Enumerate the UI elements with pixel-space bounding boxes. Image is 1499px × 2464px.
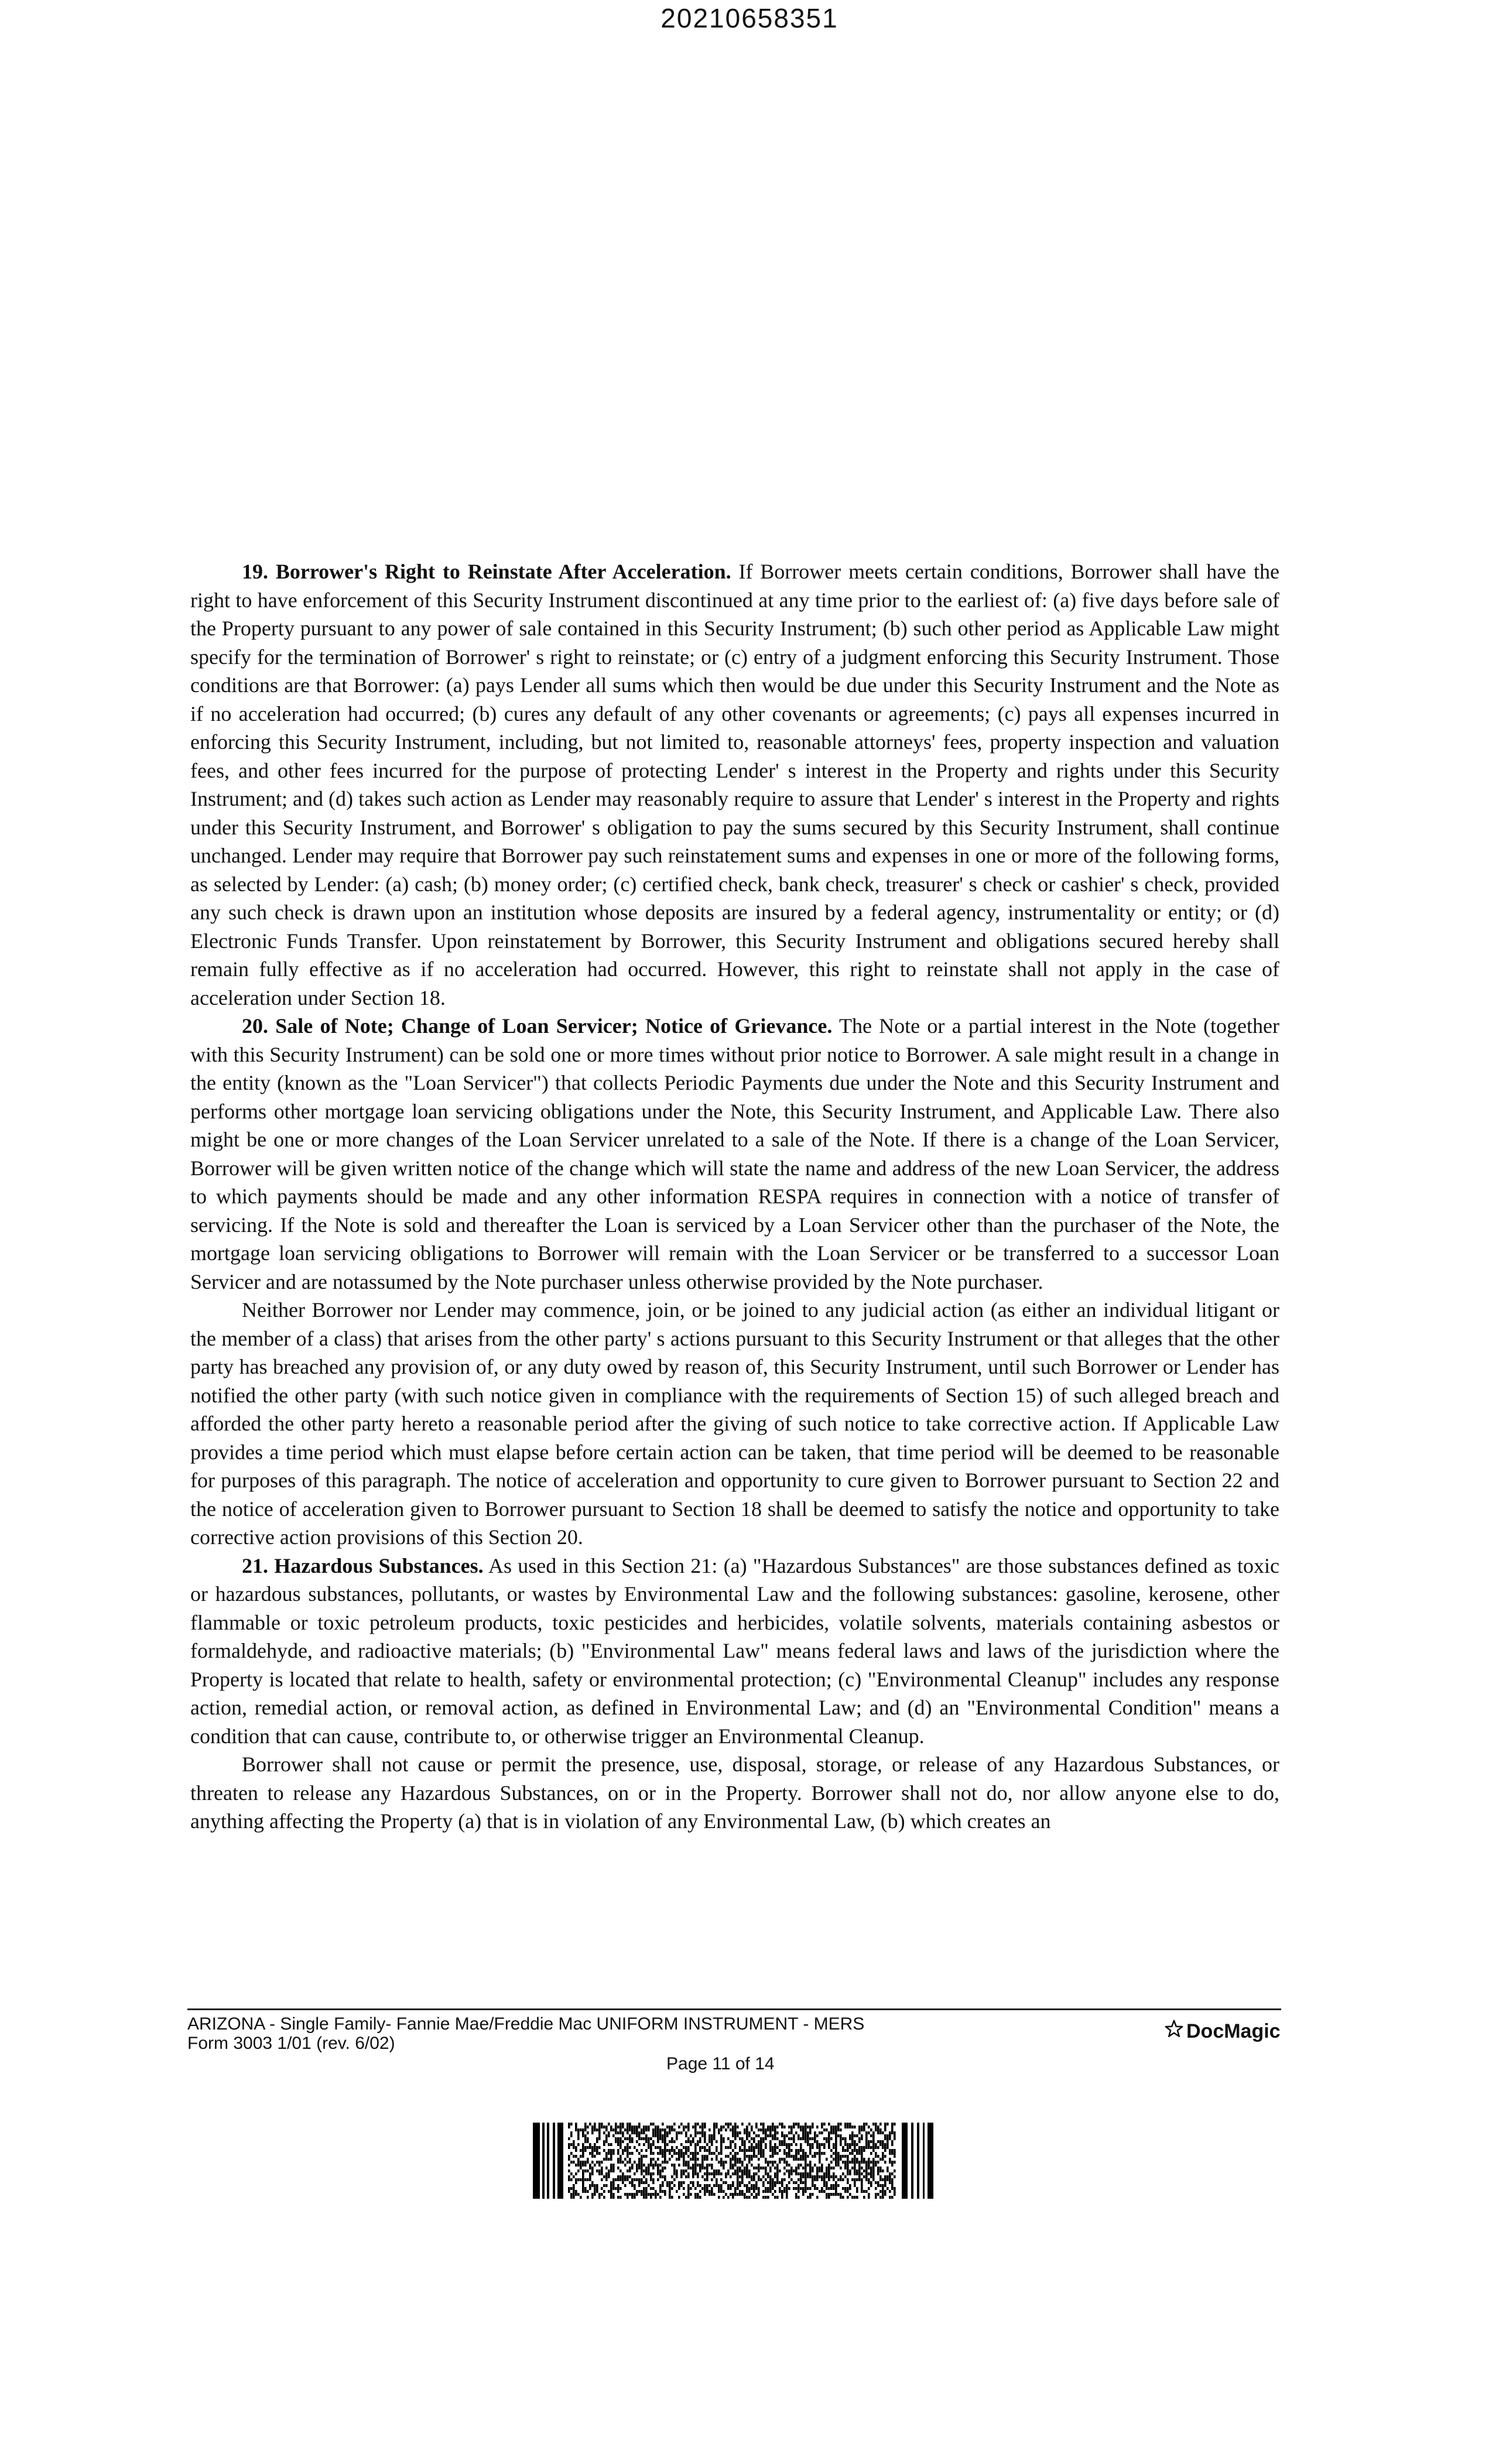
brand-name: DocMagic [1186, 2020, 1281, 2042]
page-number: Page 11 of 14 [666, 2054, 775, 2073]
section-21-body: As used in this Section 21: (a) "Hazardous Substances" are those substances defined as toxic or hazardous substances, pollutants, or wastes by Environmental Law and the following substances: gasoline, kerosene, other flammable or toxic petroleum products, toxic pesticides and herbicides, volatile solvents, materials containing asbestos or formaldehyde, and radioactive materials; (b) "Environmental Law" means federal laws and laws of the jurisdiction where the Property is located that relate to health, safety or environmental protection; (c) "Environmental Cleanup" includes any response action, remedial action, or removal action, as defined in Environmental Law; and (d) an "Environmental Condition" means a condition that can cause, contribute to, or otherwise trigger an Environmental Cleanup. [190, 1553, 1280, 1748]
section-21-title: Hazardous Substances. [274, 1553, 484, 1577]
section-20-paragraph-2: Neither Borrower nor Lender may commence, join, or be joined to any judicial action (as either an individual litigant or the member of a class) that arises from the other party' s actions pursuant to this Security Instrument or that alleges that the other party has breached any provision of, or any duty owed by reason of, this Security Instrument, until such Borrower or Lender has notified the other party (with such notice given in compliance with the requirements of Section 15) of such alleged breach and afforded the other party hereto a reasonable period after the giving of such notice to take corrective action. If Applicable Law provides a time period which must elapse before certain action can be taken, that time period will be deemed to be reasonable for purposes of this paragraph. The notice of acceleration and opportunity to cure given to Borrower pursuant to Section 22 and the notice of acceleration given to Borrower pursuant to Section 18 shall be deemed to satisfy the notice and opportunity to take corrective action provisions of this Section 20. [190, 1298, 1279, 1549]
docmagic-logo [1164, 2019, 1281, 2044]
barcode [533, 2123, 933, 2199]
recording-number: 20210658351 [660, 3, 839, 33]
footer-divider [187, 2008, 1281, 2010]
footer-form-line-2: Form 3003 1/01 (rev. 6/02) [187, 2034, 395, 2053]
section-20 [190, 1012, 1279, 1296]
section-21-paragraph-2: Borrower shall not cause or permit the presence, use, disposal, storage, or release of any Hazardous Substances, or threaten to release any Hazardous Substances, on or in the Property. Borrower shall not do, nor allow anyone else to do, anything affecting the Property (a) that is in violation of any Environmental Law, (b) which creates an [190, 1753, 1279, 1833]
section-20-body: The Note or a partial interest in the Note (together with this Security Instrument) can be sold one or more times without prior notice to Borrower. A sale might result in a change in the entity (known as the "Loan Servicer") that collects Periodic Payments due under the Note and this Security Instrument and performs other mortgage loan servicing obligations under the Note, this Security Instrument, and Applicable Law. There also might be one or more changes of the Loan Servicer unrelated to a sale of the Note. If there is a change of the Loan Servicer, Borrower will be given written notice of the change which will state the name and address of the new Loan Servicer, the address to which payments should be made and any other information RESPA requires in connection with a notice of transfer of servicing. If the Note is sold and thereafter the Loan is serviced by a Loan Servicer other than the purchaser of the Note, the mortgage loan servicing obligations to Borrower will remain with the Loan Servicer or be transferred to a successor Loan Servicer and are notassumed by the Note purchaser unless otherwise provided by the Note purchaser. [190, 1014, 1279, 1293]
star-icon [1164, 2019, 1184, 2044]
section-19 [190, 557, 1279, 1012]
footer-form-info [187, 2014, 864, 2053]
section-21 [190, 1552, 1279, 1751]
section-20-title: Sale of Note; Change of Loan Servicer; Notice of Grievance. [275, 1014, 833, 1038]
section-19-title: Borrower's Right to Reinstate After Acceleration. [275, 560, 731, 583]
section-20-number: 20. [242, 1014, 268, 1038]
section-19-body: If Borrower meets certain conditions, Borrower shall have the right to have enforcement of this Security Instrument discontinued at any time prior to the earliest of: (a) five days before sale of the Property pursuant to any power of sale contained in this Security Instrument; (b) such other period as Applicable Law might specify for the termination of Borrower' s right to reinstate; or (c) entry of a judgment enforcing this Security Instrument. Those conditions are that Borrower: (a) pays Lender all sums which then would be due under this Security Instrument and the Note as if no acceleration had occurred; (b) cures any default of any other covenants or agreements; (c) pays all expenses incurred in enforcing this Security Instrument, including, but not limited to, reasonable attorneys' fees, property inspection and valuation fees, and other fees incurred for the purpose of protecting Lender' s interest in the Property and rights under this Security Instrument; and (d) takes such action as Lender may reasonably require to assure that Lender' s interest in the Property and rights under this Security Instrument, and Borrower' s obligation to pay the sums secured by this Security Instrument, shall continue unchanged. Lender may require that Borrower pay such reinstatement sums and expenses in one or more of the following forms, as selected by Lender: (a) cash; (b) money order; (c) certified check, bank check, treasurer' s check or cashier' s check, provided any such check is drawn upon an institution whose deposits are insured by a federal agency, instrumentality or entity; or (d) Electronic Funds Transfer. Upon reinstatement by Borrower, this Security Instrument and obligations secured hereby shall remain fully effective as if no acceleration had occurred. However, this right to reinstate shall not apply in the case of acceleration under Section 18. [190, 560, 1279, 1009]
section-21-number: 21. [242, 1553, 268, 1577]
document-body [190, 557, 1279, 1836]
section-19-number: 19. [242, 560, 268, 583]
footer-form-line-1: ARIZONA - Single Family- Fannie Mae/Freddie Mac UNIFORM INSTRUMENT - MERS [187, 2014, 865, 2034]
